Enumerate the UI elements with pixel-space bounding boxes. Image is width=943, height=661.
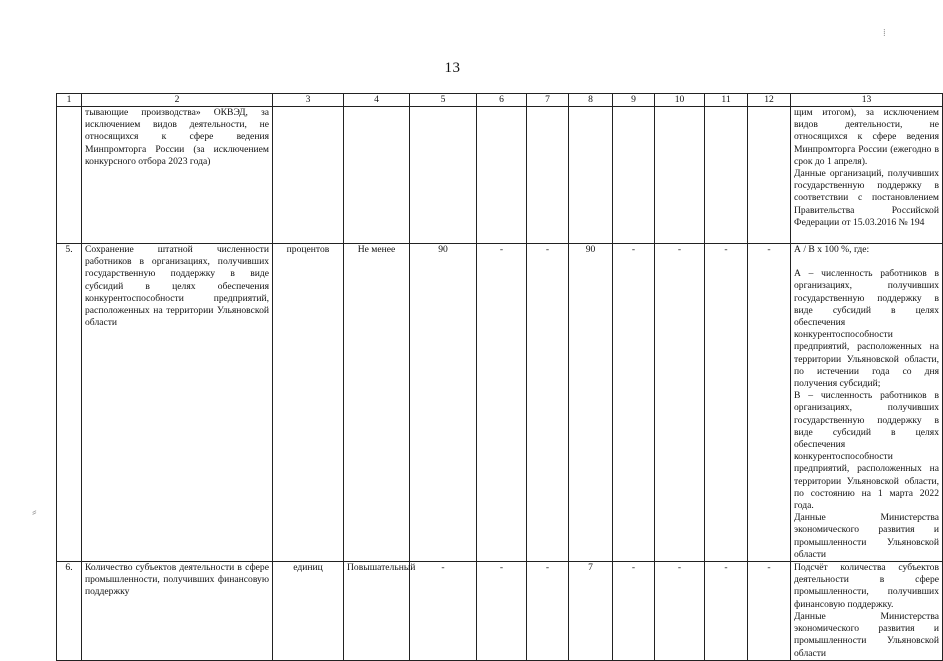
method-paragraph: Данные Министерства экономического развития и промышленности Ульяновской области — [794, 610, 939, 659]
column-header: 4 — [344, 94, 410, 107]
column-header: 9 — [613, 94, 655, 107]
unit-cell: процентов — [273, 244, 344, 562]
table-row — [57, 244, 943, 562]
row-number: 6. — [57, 562, 82, 661]
value-cell: - — [410, 562, 477, 661]
indicators-table — [56, 93, 943, 661]
value-cell: - — [477, 244, 527, 562]
value-cell — [655, 107, 705, 244]
value-cell — [527, 107, 569, 244]
method-paragraph: В – численность работников в организациях, получивших государственную поддержку в виде субсидий в целях обеспечения конкурентоспособности предприятий, расположенных на территории Ульяновской области, по состоянию на 1 марта 2022 года. — [794, 390, 939, 512]
value-cell: - — [613, 562, 655, 661]
method-paragraph: А – численность работников в организациях, получивших государственную поддержку в виде субсидий в целях обеспечения конкурентоспособности предприятий, расположенных на территории Ульяновской области, по истечении года со дня получения субсидий; — [794, 268, 939, 390]
value-cell — [477, 107, 527, 244]
column-header: 13 — [791, 94, 943, 107]
value-cell: 7 — [569, 562, 613, 661]
table-row — [57, 562, 943, 661]
scan-mark: ⁞ — [883, 28, 886, 39]
method-cell — [791, 562, 943, 661]
column-header: 12 — [748, 94, 791, 107]
column-header: 8 — [569, 94, 613, 107]
column-header: 3 — [273, 94, 344, 107]
method-paragraph: Данные организаций, получивших государственную поддержку в соответствии с постановлением Правительства Российской Федерации от 15.03.2016 № 194 — [794, 168, 939, 228]
type-cell — [344, 107, 410, 244]
value-cell: 90 — [410, 244, 477, 562]
value-cell: - — [748, 562, 791, 661]
value-cell: 90 — [569, 244, 613, 562]
unit-cell — [273, 107, 344, 244]
type-cell: Повышательный — [344, 562, 410, 661]
value-cell: - — [613, 244, 655, 562]
value-cell — [410, 107, 477, 244]
table-row — [57, 107, 943, 244]
value-cell: - — [748, 244, 791, 562]
value-cell: - — [477, 562, 527, 661]
indicator-name: Сохранение штатной численности работников в организациях, получивших государственную поддержку в виде субсидий в целях обеспечения конкурентоспособности предприятий, расположенных на территории Ульяновской области — [82, 244, 273, 562]
scan-mark: ⸗ — [32, 505, 37, 520]
indicator-name: Количество субъектов деятельности в сфере промышленности, получивших финансовую поддержку — [82, 562, 273, 661]
column-header: 6 — [477, 94, 527, 107]
method-paragraph: Данные Министерства экономического развития и промышленности Ульяновской области — [794, 512, 939, 560]
indicator-name: тывающие производства» ОКВЭД, за исключением видов деятельности, не относящихся к сфере ведения Минпромторга России (за исключением конкурсного отбора 2023 года) — [82, 107, 273, 244]
value-cell: - — [527, 244, 569, 562]
value-cell: - — [527, 562, 569, 661]
column-header: 7 — [527, 94, 569, 107]
unit-cell: единиц — [273, 562, 344, 661]
value-cell: - — [705, 562, 748, 661]
row-number: 5. — [57, 244, 82, 562]
value-cell — [705, 107, 748, 244]
column-header: 1 — [57, 94, 82, 107]
column-header: 11 — [705, 94, 748, 107]
value-cell — [613, 107, 655, 244]
column-header: 10 — [655, 94, 705, 107]
method-paragraph: щим итогом), за исключением видов деятельности, не относящихся к сфере ведения Минпромторга России (ежегодно в срок до 1 апреля). — [794, 107, 939, 167]
value-cell — [569, 107, 613, 244]
page-number: 13 — [444, 60, 461, 76]
column-header: 2 — [82, 94, 273, 107]
method-cell — [791, 244, 943, 562]
value-cell — [748, 107, 791, 244]
value-cell: - — [655, 562, 705, 661]
method-cell — [791, 107, 943, 244]
value-cell: - — [655, 244, 705, 562]
row-number — [57, 107, 82, 244]
header-row — [57, 94, 943, 107]
method-paragraph — [794, 256, 939, 268]
method-paragraph: А / В х 100 %, где: — [794, 244, 870, 255]
column-header: 5 — [410, 94, 477, 107]
type-cell: Не менее — [344, 244, 410, 562]
value-cell: - — [705, 244, 748, 562]
method-paragraph: Подсчёт количества субъектов деятельности в сфере промышленности, получивших финансовую поддержку. — [794, 562, 939, 610]
